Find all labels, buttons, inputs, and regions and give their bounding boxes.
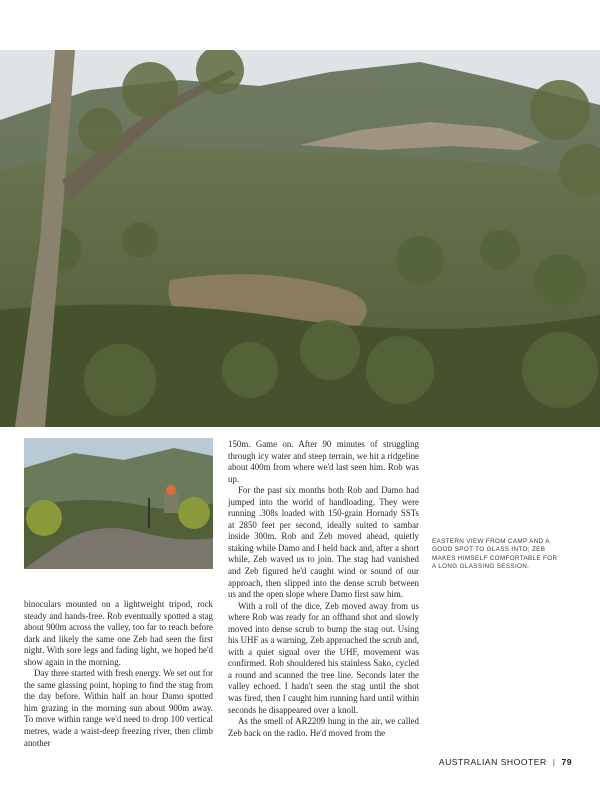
footer-separator: | bbox=[552, 757, 556, 767]
paragraph: Day three started with fresh energy. We set out for the same glassing point, hoping to find the stag from the day before. Within half an hour Damo spotted him grazing in the morning sun about 900m away. To move within range we'd need to drop 100 vertical metres, wade a waist-deep freezing river, then climb another bbox=[24, 668, 213, 748]
page-footer bbox=[439, 757, 572, 767]
paragraph: binoculars mounted on a lightweight tripod, rock steady and hands-free. Rob eventually spotted a stag about 900m across the valley, too far to reach before dark and likely the same one Zeb had seen the first night. With sore legs and fading light, we hoped he'd show again in the morning. bbox=[24, 599, 213, 667]
article-column-1 bbox=[24, 599, 213, 749]
magazine-name: AUSTRALIAN SHOOTER bbox=[438, 757, 547, 767]
paragraph: For the past six months both Rob and Damo had jumped into the world of handloading. They were running .308s loaded with 150-grain Hornady SSTs at 2850 feet per second, ideally suited to sambar inside 300m. Rob and Zeb moved ahead, quietly staking while Damo and I held back and, after a short while, Zeb waved us to join. The stag had vanished and Zeb figured he'd caught wind or sound of our approach, then slipped into the dense scrub between us and the open slope where Damo first saw him. bbox=[228, 485, 419, 600]
paragraph: 150m. Game on. After 90 minutes of struggling through icy water and steep terrain, we hit a ridgeline about 400m from where we'd last seen him. Rob was up. bbox=[228, 439, 419, 484]
page-number: 79 bbox=[561, 757, 572, 767]
inset-photo bbox=[24, 438, 213, 569]
hero-photo bbox=[0, 50, 600, 427]
article-column-2 bbox=[228, 439, 419, 739]
photo-caption: EASTERN VIEW FROM CAMP AND A GOOD SPOT TO GLASS INTO; ZEB MAKES HIMSELF COMFORTABLE FOR A LONG GLASSING SESSION. bbox=[432, 538, 558, 571]
paragraph: As the smell of AR2209 hung in the air, we called Zeb back on the radio. He'd moved from the bbox=[228, 716, 419, 738]
paragraph: With a roll of the dice, Zeb moved away from us where Rob was ready for an offhand shot and slowly moved into dense scrub to bump the stag out. Using his UHF as a warning, Zeb approached the scrub and, with a quiet signal over the UHF, movement was confirmed. Rob shouldered his stainless Sako, cycled a round and scanned the tree line. Seconds later the valley echoed. I hadn't seen the stag until the shot was fired, then I caught him running hard until within seconds he disappeared over a knoll. bbox=[228, 600, 419, 715]
